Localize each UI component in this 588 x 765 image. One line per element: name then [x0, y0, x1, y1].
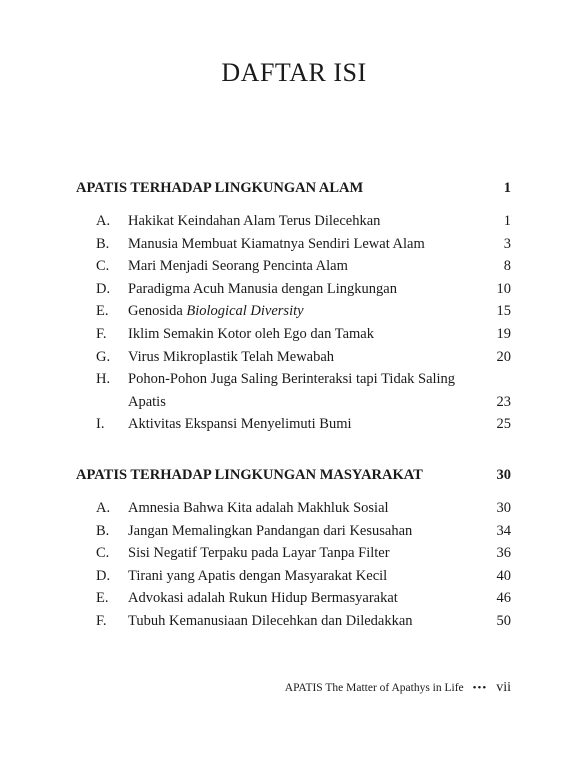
toc-entry[interactable] [76, 497, 511, 520]
entry-text: Tubuh Kemanusiaan Dilecehkan dan Diledakkan [128, 612, 413, 629]
toc-section-masyarakat [76, 465, 511, 633]
entry-page: 40 [496, 567, 511, 584]
entry-page: 1 [503, 213, 511, 229]
entry-text: Tirani yang Apatis dengan Masyarakat Kecil [128, 567, 388, 584]
entry-text: Paradigma Acuh Manusia dengan Lingkungan [128, 280, 397, 297]
entry-text-italic: Biological Diversity [186, 303, 304, 320]
entry-page: 36 [496, 545, 511, 562]
entry-text: Iklim Semakin Kotor oleh Ego dan Tamak [128, 325, 374, 342]
entry-text: Jangan Memalingkan Pandangan dari Kesusahan [128, 522, 413, 539]
entry-letter: E. [96, 303, 109, 320]
entry-letter: I. [96, 416, 105, 433]
toc-entry[interactable] [76, 210, 511, 233]
entry-letter: G. [96, 348, 111, 365]
toc-entry[interactable] [76, 542, 511, 565]
toc-entry[interactable] [76, 520, 511, 543]
toc-entry[interactable] [76, 323, 511, 346]
entry-letter: F. [96, 325, 107, 342]
entry-text: Manusia Membuat Kiamatnya Sendiri Lewat Alam [128, 235, 425, 252]
entry-page: 8 [503, 258, 511, 275]
entry-text: Sisi Negatif Terpaku pada Layar Tanpa Filter [128, 545, 390, 562]
toc-entry[interactable] [76, 368, 511, 413]
entry-letter: C. [96, 258, 110, 275]
entry-page: 34 [496, 522, 511, 539]
entry-text: Virus Mikroplastik Telah Mewabah [128, 348, 335, 365]
entry-letter: D. [96, 280, 111, 297]
toc-entry[interactable] [76, 565, 511, 588]
page-footer [285, 680, 511, 696]
toc-entry[interactable] [76, 233, 511, 256]
section-title: APATIS TERHADAP LINGKUNGAN ALAM [76, 180, 364, 196]
page-number: vii [496, 680, 511, 695]
page-title: DAFTAR ISI [221, 58, 367, 87]
entry-letter: B. [96, 235, 110, 252]
toc-entry[interactable] [76, 255, 511, 278]
entry-page: 25 [496, 416, 511, 433]
entry-text-plain: Genosida [128, 303, 187, 320]
section-page: 30 [496, 467, 511, 483]
entry-page: 3 [503, 235, 511, 252]
section-page: 1 [503, 180, 511, 196]
section-title: APATIS TERHADAP LINGKUNGAN MASYARAKAT [76, 467, 423, 483]
entry-page: 10 [496, 280, 511, 297]
toc-entry[interactable] [76, 610, 511, 633]
entry-letter: A. [96, 213, 111, 229]
entry-page: 30 [496, 500, 511, 516]
entry-page: 46 [496, 590, 511, 607]
section-heading[interactable] [76, 465, 511, 485]
toc-section-alam [76, 178, 511, 436]
entry-letter: D. [96, 567, 111, 584]
entry-text: Amnesia Bahwa Kita adalah Makhluk Sosial [128, 500, 389, 516]
entry-page: 23 [496, 393, 511, 410]
entry-page: 19 [496, 325, 511, 342]
entry-text: Pohon-Pohon Juga Saling Berinteraksi tapi Tidak Saling Apatis [128, 371, 456, 410]
toc-entry[interactable] [76, 300, 511, 323]
entry-page: 15 [496, 303, 511, 320]
entry-text: Mari Menjadi Seorang Pencinta Alam [128, 258, 348, 275]
entry-page: 50 [496, 612, 511, 629]
running-title: APATIS The Matter of Apathys in Life [284, 682, 464, 694]
entry-letter: F. [96, 612, 107, 629]
entry-text: Hakikat Keindahan Alam Terus Dilecehkan [128, 213, 381, 229]
entry-page: 20 [496, 348, 511, 365]
entry-letter: C. [96, 545, 110, 562]
toc-entry[interactable] [76, 587, 511, 610]
entry-letter: E. [96, 590, 109, 607]
section-heading[interactable] [76, 178, 511, 198]
entry-text [128, 300, 483, 323]
toc-entry[interactable] [76, 413, 511, 436]
entry-letter: A. [96, 500, 111, 516]
entry-text: Advokasi adalah Rukun Hidup Bermasyarakat [128, 590, 398, 607]
entry-letter: B. [96, 522, 110, 539]
footer-separator: ••• [472, 682, 488, 694]
toc-entry[interactable] [76, 346, 511, 369]
entry-text: Aktivitas Ekspansi Menyelimuti Bumi [128, 416, 352, 433]
toc-entry[interactable] [76, 278, 511, 301]
entry-letter: H. [96, 371, 111, 388]
